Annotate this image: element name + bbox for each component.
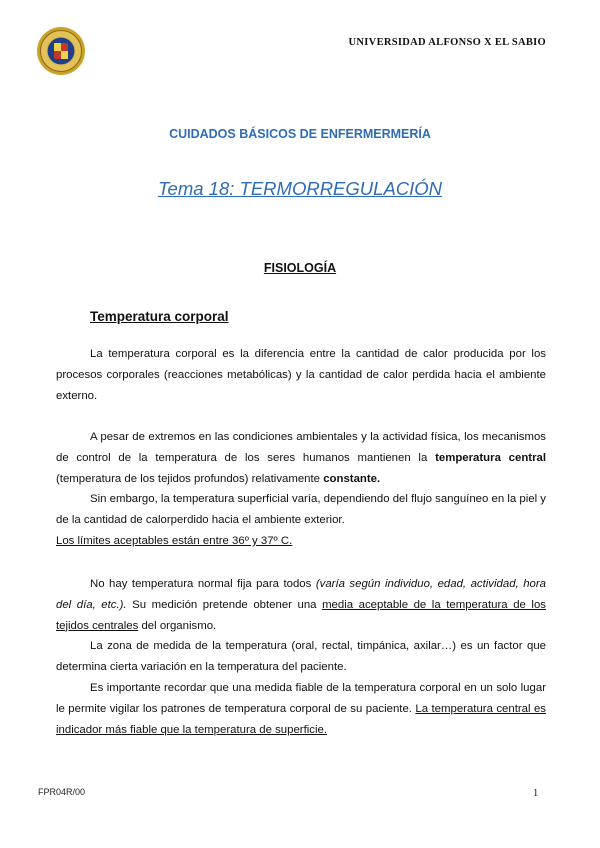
subsection-heading: Temperatura corporal	[90, 309, 229, 324]
footer-code: FPR04R/00	[38, 787, 86, 797]
body-paragraph-group-2	[56, 427, 546, 552]
text-run: (temperatura de los tejidos profundos) relativamente	[56, 472, 324, 485]
text-run: Es importante recordar que una medida fiable de la temperatura corporal en un solo lugar le permite vigilar los patrones de temperatura corporal de su paciente.	[56, 681, 546, 715]
paragraph-text: La temperatura corporal es la diferencia entre la cantidad de calor producida por los procesos corporales (reacciones metabólicas) y la cantidad de calor perdida hacia el ambiente externo.	[56, 348, 546, 402]
text-run: No hay temperatura normal fija para todos	[90, 578, 316, 590]
paragraph-text	[56, 427, 546, 489]
paragraph-text	[56, 678, 546, 740]
paragraph-text: La zona de medida de la temperatura (oral, rectal, timpánica, axilar…) es un factor que determina cierta variación en la temperatura del paciente.	[56, 640, 546, 674]
text-run: Su medición pretende obtener una	[126, 598, 323, 611]
paragraph-text: Sin embargo, la temperatura superficial varía, dependiendo del flujo sanguíneo en la piel y de la cantidad de calorperdido hacia el ambiente exterior.	[56, 493, 546, 527]
bold-term: constante.	[323, 472, 381, 485]
page-number: 1	[533, 788, 539, 799]
topic-title: Tema 18: TERMORREGULACIÓN	[157, 178, 443, 199]
course-title: CUIDADOS BÁSICOS DE ENFERMERMERÍA	[169, 127, 431, 141]
paragraph-text	[56, 574, 546, 636]
bold-term: temperatura central	[435, 451, 547, 464]
university-crest-icon	[36, 26, 86, 76]
body-paragraph-1	[56, 344, 546, 406]
underlined-phrase: media aceptable de la temperatura de los tejidos centrales	[56, 598, 546, 632]
italic-note: (varía según individuo, edad, actividad, hora del día, etc.).	[56, 578, 546, 611]
university-name: UNIVERSIDAD ALFONSO X EL SABIO	[348, 37, 546, 48]
text-run: del organismo.	[138, 619, 217, 632]
text-run: A pesar de extremos en las condiciones ambientales y la actividad física, los mecanismos de control de la temperatura de los seres humanos mantienen la	[56, 431, 546, 464]
section-heading: FISIOLOGÍA	[263, 261, 337, 275]
underlined-limits: Los límites aceptables están entre 36º y 37º C.	[56, 534, 293, 547]
body-paragraph-group-3	[56, 574, 546, 740]
underlined-phrase: La temperatura central es indicador más fiable que la temperatura de superficie.	[56, 702, 547, 736]
